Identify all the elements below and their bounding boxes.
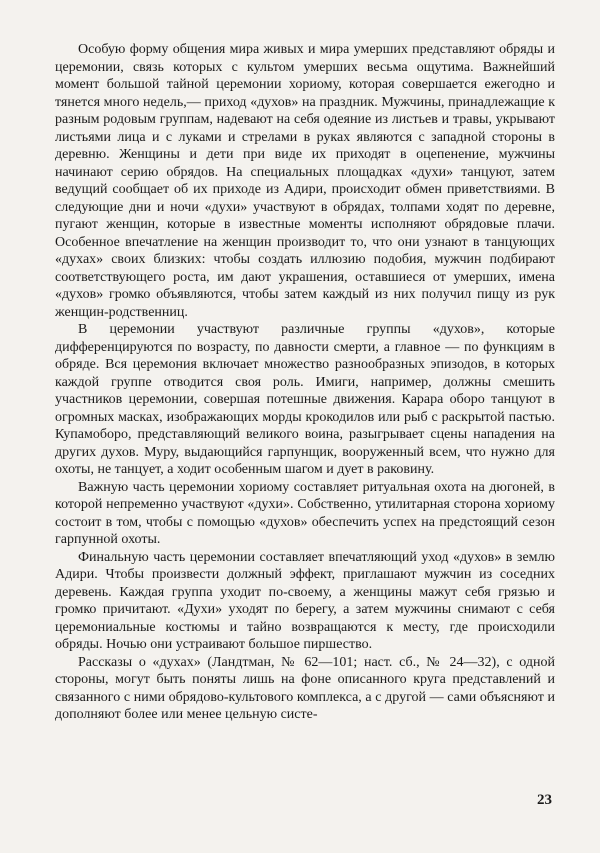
paragraph-4: Финальную часть церемонии составляет впечатляющий уход «духов» в землю Адири. Чтобы произвести должный эффект, приглашают мужчин из соседних деревень. Каждая группа уходит по-своему, а женщины мажут себя грязью и громко причитают. «Духи» уходят по берегу, а затем мужчины снимают с себя церемониальные костюмы и тайно возвращаются к месту, где происходили обряды. Ночью они устраивают большое пиршество. [55, 549, 555, 652]
paragraph-3: Важную часть церемонии хориому составляет ритуальная охота на дюгоней, в которой непременно участвуют «духи». Собственно, утилитарная сторона хориому состоит в том, чтобы с помощью «духов» обеспечить успех на предстоящий сезон гарпунной охоты. [55, 479, 555, 547]
page-number: 23 [537, 792, 552, 808]
paragraph-1: Особую форму общения мира живых и мира умерших представляют обряды и церемонии, связь которых с культом умерших весьма ощутима. Важнейший момент большой тайной церемонии хориому, которая совершается ежегодно и тянется много недель,— приход «духов» на праздник. Мужчины, принадлежащие к разным родовым группам, надевают на себя одеяние из листьев и травы, укрывают листьями лица и с луками и стрелами в руках являются с западной стороны в деревню. Женщины и дети при виде их приходят в оцепенение, мужчины начинают серию обрядов. На специальных площадках «духи» танцуют, затем ведущий сообщает об их приходе из Адири, происходит обмен приветствиями. В следующие дни и ночи «духи» участвуют в обрядах, толпами ходят по деревне, пугают женщин, которые в известные моменты исполняют обрядовые плачи. Особенное впечатление на женщин производит то, что они узнают в танцующих «духах» своих близких: чтобы создать иллюзию подобия, мужчин подбирают соответствующего роста, им дают украшения, оставшиеся от умерших, имена «духов» громко объявляются, чтобы затем каждый из них получил пищу из рук женщин-родственниц. [55, 42, 555, 320]
paragraph-5: Рассказы о «духах» (Ландтман, № 62—101; наст. сб., № 24—32), с одной стороны, могут быть поняты лишь на фоне описанного круга представлений и связанного с ними обрядово-культового комплекса, а с другой — сами объясняют и дополняют более или менее цельную систе- [55, 654, 555, 722]
paragraph-2: В церемонии участвуют различные группы «духов», которые дифференцируются по возрасту, по давности смерти, а главное — по функциям в обряде. Вся церемония включает множество разнообразных эпизодов, в которых каждой группе отводится своя роль. Имиги, например, должны смешить участников церемонии, совершая потешные движения. Карара оборо танцуют в огромных масках, изображающих морды крокодилов или рыб с раскрытой пастью. Купамоборо, представляющий великого воина, разыгрывает сцены нападения на других духов. Муру, выдающийся гарпунщик, вооруженный всем, что нужно для охоты, не танцует, а ходит особенным шагом и дует в раковину. [55, 322, 555, 477]
body-text [55, 41, 555, 724]
